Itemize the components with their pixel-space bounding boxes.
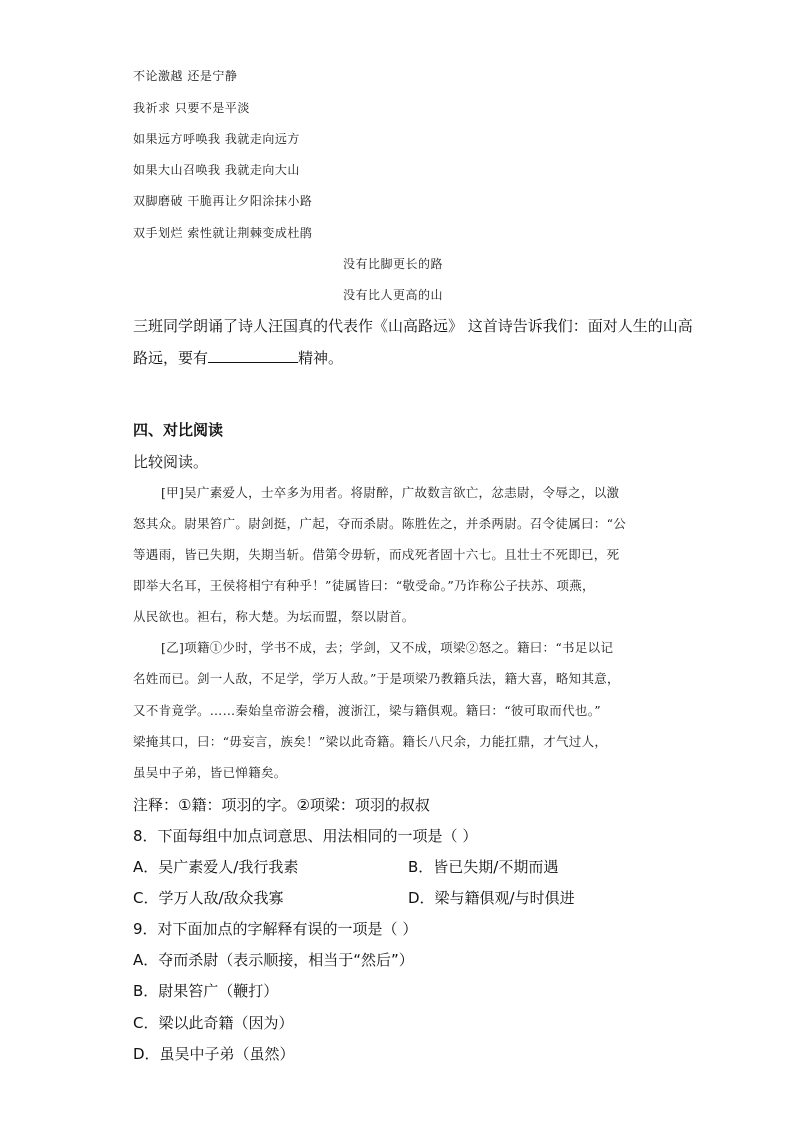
poem-line: 双手划烂 索性就让荆棘变成杜鹃 [133,226,313,240]
q9-option-a[interactable]: A．夺而杀尉（表示顺接，相当于“然后”） [133,951,414,969]
poem-line: 如果大山召唤我 我就走向大山 [133,163,300,177]
fill-question-line-2 [133,347,673,368]
q8-option-d[interactable]: D．梁与籍俱观/与时俱进 [408,889,575,907]
poem-closing-line: 没有比人更高的山 [343,288,444,302]
q9-option-c[interactable]: C．梁以此奇籍（因为） [133,1014,294,1032]
passage-jia-line: [甲]吴广素爱人，士卒多为用者。将尉醉，广故数言欲亡，忿恚尉，令辱之，以激 [161,485,620,500]
fill-question-line: 三班同学朗诵了诗人汪国真的代表作《山高路远》 这首诗告诉我们：面对人生的山高 [133,317,693,335]
passage-jia-line: 从民欲也。袒右，称大楚。为坛而盟，祭以尉首。 [133,609,415,624]
passage-jia-line: 怒其众。尉果笞广。尉剑挺，广起，夺而杀尉。陈胜佐之，并杀两尉。召令徒属曰：“公 [133,516,627,531]
passage-yi-line: 名姓而已。剑一人敌，不足学，学万人敌。”于是项梁乃教籍兵法，籍大喜，略知其意， [133,671,620,686]
poem-line: 如果远方呼唤我 我就走向远方 [133,132,300,146]
passage-yi-line: [乙]项籍①少时，学书不成，去；学剑，又不成，项梁②怒之。籍曰：“书足以记 [161,640,614,655]
fill-question-text: 精神。 [298,349,344,367]
q9-option-d[interactable]: D．虽吴中子弟（虽然） [133,1045,295,1063]
fill-question-text: 路远，要有 [133,349,209,367]
q8-option-a[interactable]: A．吴广素爱人/我行我素 [133,858,299,876]
question-9-stem: 9．对下面加点的字解释有误的一项是（ ） [133,920,418,938]
section-heading: 四、对比阅读 [133,421,224,439]
annotation-note: 注释：①籍：项羽的字。②项梁：项羽的叔叔 [133,796,430,814]
q9-option-b[interactable]: B．尉果笞广（鞭打） [133,982,279,1000]
passage-yi-line: 梁掩其口，曰：“毋妄言，族矣！”梁以此奇籍。籍长八尺余，力能扛鼎，才气过人， [133,734,608,749]
passage-yi-line: 又不肯竟学。……秦始皇帝游会稽，渡浙江，梁与籍俱观。籍曰：“彼可取而代也。” [133,703,601,718]
poem-closing-line: 没有比脚更长的路 [343,257,444,271]
passage-jia-line: 即举大名耳，王侯将相宁有种乎！”徒属皆曰：“敬受命。”乃诈称公子扶苏、项燕， [133,578,595,593]
passage-yi-line: 虽吴中子弟，皆已惮籍矣。 [133,765,287,780]
q8-option-b[interactable]: B．皆已失期/不期而遇 [408,858,559,876]
answer-blank[interactable] [208,347,298,363]
passage-jia-line: 等遇雨，皆已失期，失期当斩。借第令毋斩，而戍死者固十六七。且壮士不死即已，死 [133,547,620,562]
poem-line: 双脚磨破 干脆再让夕阳涂抹小路 [133,194,313,208]
q8-option-c[interactable]: C．学万人敌/敌众我寡 [133,889,284,907]
poem-line: 我祈求 只要不是平淡 [133,101,250,115]
section-intro: 比较阅读。 [133,453,209,471]
poem-line: 不论激越 还是宁静 [133,69,238,83]
question-8-stem: 8．下面每组中加点词意思、用法相同的一项是（ ） [133,827,478,845]
